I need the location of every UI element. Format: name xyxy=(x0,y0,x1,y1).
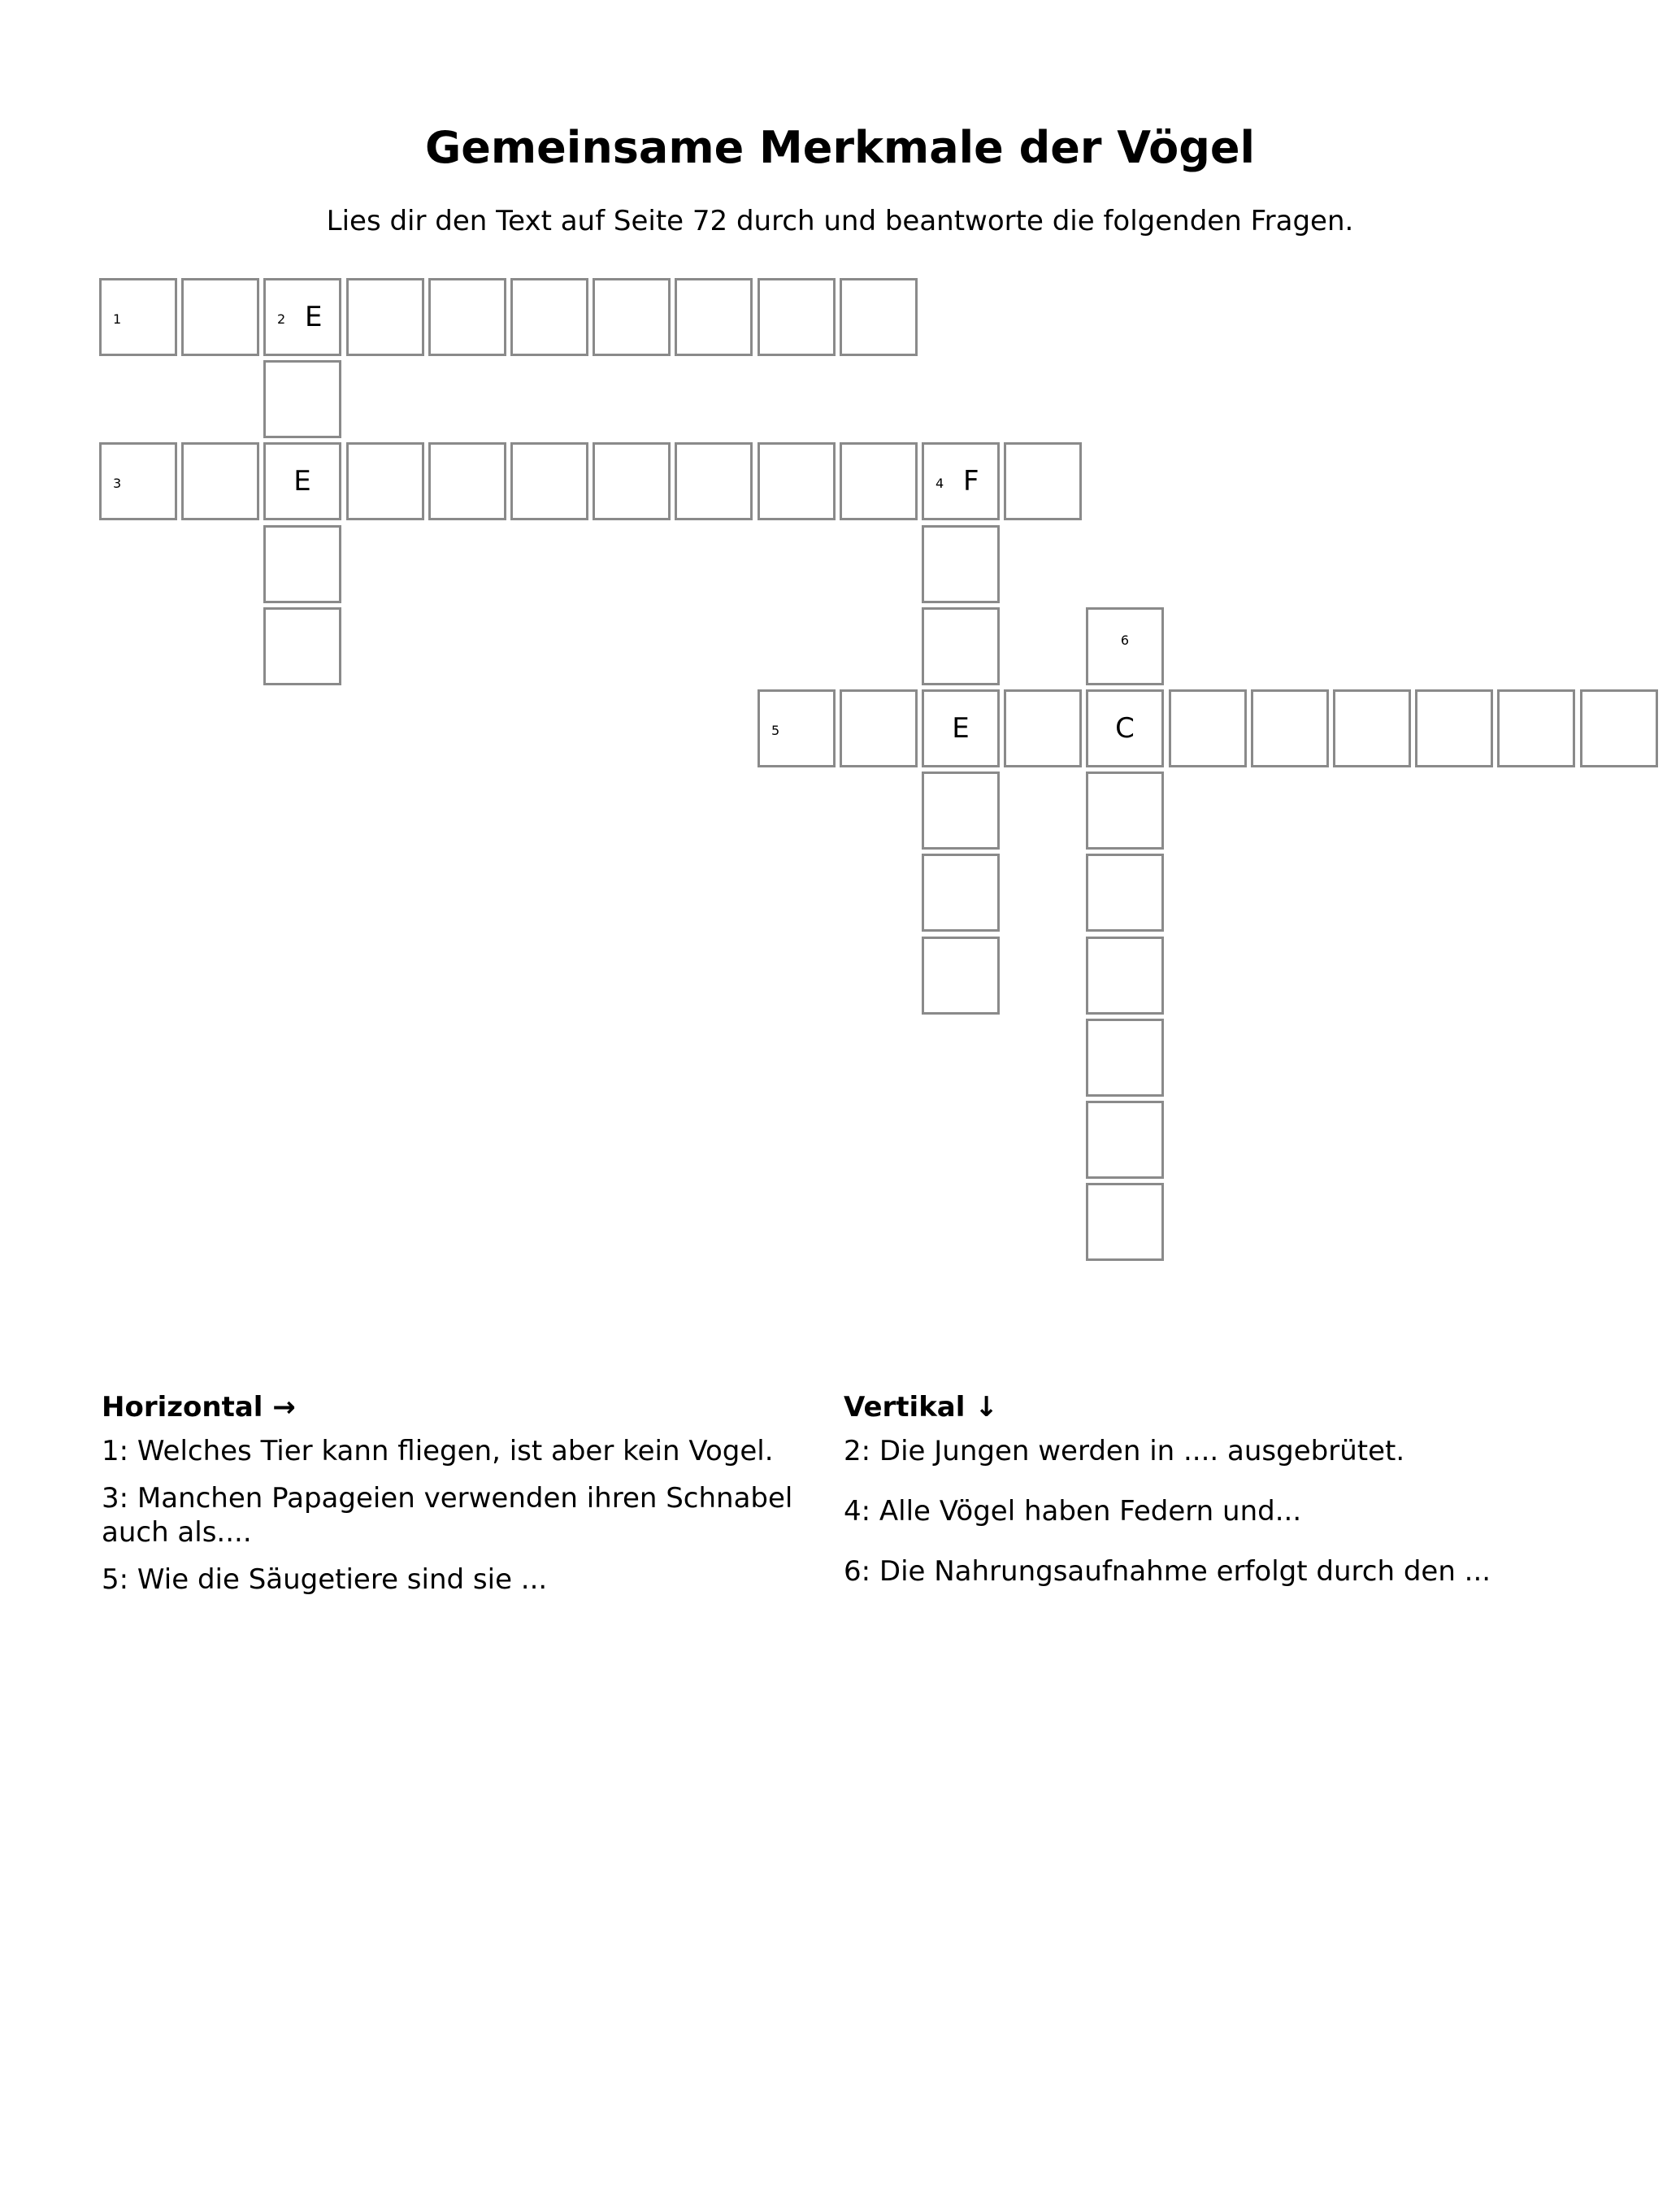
crossword-cell[interactable] xyxy=(510,442,588,520)
crossword-cell[interactable] xyxy=(758,278,836,356)
clue-5: 5: Wie die Säugetiere sind sie ... xyxy=(102,1563,548,1596)
crossword-cell[interactable] xyxy=(1086,607,1164,685)
clue-number: 5 xyxy=(771,723,780,739)
crossword-cell[interactable] xyxy=(922,937,1000,1015)
crossword-cell[interactable] xyxy=(1086,1019,1164,1097)
crossword-cell[interactable] xyxy=(346,442,424,520)
crossword-cell[interactable] xyxy=(675,278,753,356)
crossword-cell[interactable] xyxy=(263,607,341,685)
clue-number: 1 xyxy=(113,311,122,328)
crossword-cell[interactable] xyxy=(1086,937,1164,1015)
crossword-cell[interactable] xyxy=(99,442,177,520)
crossword-cell[interactable] xyxy=(99,278,177,356)
crossword-cell[interactable] xyxy=(263,278,341,356)
given-letter: C xyxy=(1115,712,1135,745)
vertical-heading: Vertikal ↓ xyxy=(844,1391,998,1423)
crossword-cell[interactable] xyxy=(1086,1183,1164,1261)
clue-4: 4: Alle Vögel haben Federn und... xyxy=(844,1495,1302,1528)
crossword-cell[interactable] xyxy=(510,278,588,356)
crossword-cell[interactable] xyxy=(1580,689,1658,767)
page-title: Gemeinsame Merkmale der Vögel xyxy=(424,122,1256,173)
crossword-cell[interactable] xyxy=(922,689,1000,767)
given-letter: E xyxy=(305,301,323,333)
vertical-clues xyxy=(844,1390,1575,1602)
clue-number: 4 xyxy=(936,476,944,492)
crossword-cell[interactable] xyxy=(675,442,753,520)
clue-number: 2 xyxy=(277,311,286,328)
crossword-cell[interactable] xyxy=(1086,772,1164,850)
crossword-cell[interactable] xyxy=(346,278,424,356)
instructions: Lies dir den Text auf Seite 72 durch und beantworte die folgenden Fragen. xyxy=(326,205,1354,237)
crossword-cell[interactable] xyxy=(840,442,918,520)
crossword-cell[interactable] xyxy=(593,278,671,356)
crossword-cell[interactable] xyxy=(181,442,259,520)
crossword-cell[interactable] xyxy=(428,278,506,356)
crossword-cell[interactable] xyxy=(758,689,836,767)
given-letter: E xyxy=(293,465,311,498)
clue-number: 6 xyxy=(1120,632,1130,648)
crossword-cell[interactable] xyxy=(1004,442,1082,520)
horizontal-heading: Horizontal → xyxy=(102,1391,296,1423)
crossword-cell[interactable] xyxy=(840,278,918,356)
crossword-cell[interactable] xyxy=(1333,689,1411,767)
crossword-cell[interactable] xyxy=(181,278,259,356)
crossword-cell[interactable] xyxy=(263,525,341,603)
crossword-cell[interactable] xyxy=(922,854,1000,932)
crossword-cell[interactable] xyxy=(922,442,1000,520)
crossword-cell[interactable] xyxy=(922,607,1000,685)
crossword-cell[interactable] xyxy=(428,442,506,520)
clue-number: 3 xyxy=(113,476,122,492)
crossword-cell[interactable] xyxy=(263,442,341,520)
crossword-cell[interactable] xyxy=(1086,854,1164,932)
crossword-cell[interactable] xyxy=(1251,689,1329,767)
crossword-cell[interactable] xyxy=(758,442,836,520)
crossword-cell[interactable] xyxy=(1004,689,1082,767)
crossword-cell[interactable] xyxy=(922,772,1000,850)
horizontal-clues xyxy=(102,1390,817,1610)
given-letter: F xyxy=(963,465,979,498)
given-letter: E xyxy=(952,712,970,745)
crossword-cell[interactable] xyxy=(1497,689,1575,767)
crossword-cell[interactable] xyxy=(840,689,918,767)
crossword-cell[interactable] xyxy=(263,360,341,438)
crossword-cell[interactable] xyxy=(1086,1101,1164,1179)
clue-2: 2: Die Jungen werden in .... ausgebrütet. xyxy=(844,1435,1405,1467)
crossword-cell[interactable] xyxy=(593,442,671,520)
crossword-cell[interactable] xyxy=(1169,689,1247,767)
clue-1: 1: Welches Tier kann fliegen, ist aber kein Vogel. xyxy=(102,1435,774,1467)
crossword-cell[interactable] xyxy=(1086,689,1164,767)
crossword-cell[interactable] xyxy=(1415,689,1493,767)
crossword-cell[interactable] xyxy=(922,525,1000,603)
clue-3: 3: Manchen Papageien verwenden ihren Schnabel auch als.... xyxy=(102,1482,793,1549)
clue-6: 6: Die Nahrungsaufnahme erfolgt durch den ... xyxy=(844,1555,1491,1588)
